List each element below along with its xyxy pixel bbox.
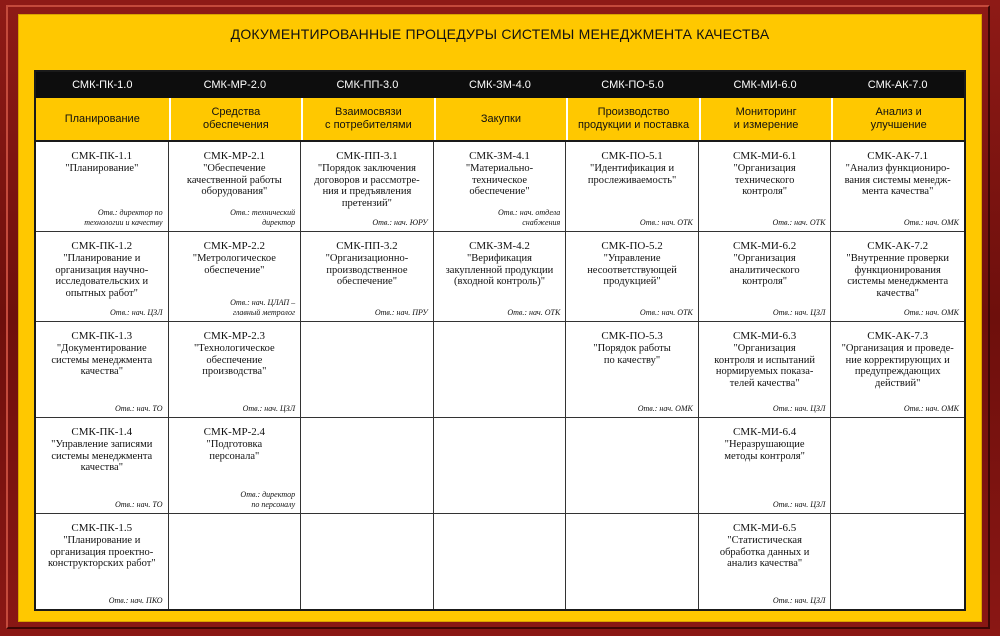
procedure-cell bbox=[831, 418, 964, 514]
procedure-cell bbox=[36, 418, 169, 514]
column-name-text: Планирование bbox=[64, 112, 140, 125]
procedure-cell bbox=[301, 232, 434, 322]
procedure-cell bbox=[434, 322, 567, 418]
procedure-code: СМК-МИ-6.3 bbox=[732, 330, 797, 342]
procedure-column bbox=[434, 142, 567, 609]
procedure-code: СМК-МР-2.3 bbox=[203, 330, 266, 342]
procedure-code: СМК-АК-7.3 bbox=[867, 330, 929, 342]
procedure-name: "Технологическое обеспечение производства" bbox=[193, 343, 275, 377]
procedure-responsible: Отв.: нач. ОТК bbox=[639, 307, 693, 317]
procedure-responsible: Отв.: нач. отдела снабжения bbox=[498, 208, 561, 227]
procedure-cell bbox=[169, 232, 302, 322]
column-code: СМК-ПП-3.0 bbox=[336, 79, 399, 91]
procedure-column bbox=[699, 142, 832, 609]
procedure-responsible: Отв.: нач. ТО bbox=[114, 499, 163, 509]
procedure-cell bbox=[301, 142, 434, 232]
procedure-cell bbox=[831, 514, 964, 609]
procedure-code: СМК-ПП-3.2 bbox=[336, 240, 398, 252]
procedure-code: СМК-МР-2.1 bbox=[203, 150, 266, 162]
column-name bbox=[301, 98, 434, 140]
procedure-cell bbox=[434, 418, 567, 514]
procedure-name: "Неразрушающие методы контроля" bbox=[724, 439, 805, 462]
procedure-name: "Организация технического контроля" bbox=[733, 163, 796, 197]
column-name bbox=[831, 98, 964, 140]
column-name bbox=[169, 98, 302, 140]
procedure-code: СМК-ПК-1.4 bbox=[71, 426, 133, 438]
procedure-responsible: Отв.: нач. ПКО bbox=[108, 595, 163, 605]
procedure-cell bbox=[699, 322, 832, 418]
column-name bbox=[434, 98, 567, 140]
procedure-cell bbox=[434, 142, 567, 232]
column-code: СМК-ПК-1.0 bbox=[72, 79, 133, 91]
column-name bbox=[699, 98, 832, 140]
procedure-name: "Анализ функциониро- вания системы менедж- мента качества" bbox=[844, 163, 951, 197]
procedure-cell bbox=[169, 322, 302, 418]
procedure-cell bbox=[566, 322, 699, 418]
procedure-column bbox=[169, 142, 302, 609]
procedure-name: "Организация и проведе- ние корректирующих и предупреждающих действий" bbox=[841, 343, 954, 389]
procedure-cell bbox=[434, 232, 567, 322]
procedure-cell bbox=[301, 322, 434, 418]
column-name-row bbox=[36, 98, 964, 142]
procedure-responsible: Отв.: нач. ОТК bbox=[507, 307, 561, 317]
procedure-responsible: Отв.: нач. ЦЗЛ bbox=[772, 499, 826, 509]
column-name-text: Анализ и улучшение bbox=[870, 106, 927, 131]
procedure-code: СМК-МИ-6.1 bbox=[732, 150, 797, 162]
column-code: СМК-МР-2.0 bbox=[203, 79, 267, 91]
column-code: СМК-АК-7.0 bbox=[867, 79, 928, 91]
procedure-responsible: Отв.: нач. ОМК bbox=[903, 403, 959, 413]
column-code: СМК-ЗМ-4.0 bbox=[469, 79, 531, 91]
procedure-cell bbox=[566, 418, 699, 514]
procedures-table bbox=[34, 70, 966, 611]
procedure-name: "Метрологическое обеспечение" bbox=[192, 253, 276, 276]
procedure-code: СМК-МИ-6.2 bbox=[732, 240, 797, 252]
column-name bbox=[566, 98, 699, 140]
procedure-name: "Материально- техническое обеспечение" bbox=[465, 163, 534, 197]
procedure-code: СМК-МИ-6.5 bbox=[732, 522, 797, 534]
procedure-name: "Организация аналитического контроля" bbox=[729, 253, 800, 287]
column-code-row bbox=[36, 72, 964, 98]
procedure-name: "Организационно- производственное обеспечение" bbox=[325, 253, 409, 287]
procedure-responsible: Отв.: нач. ЦЗЛ bbox=[110, 307, 163, 317]
procedure-responsible: Отв.: нач. ЦЗЛ bbox=[242, 403, 296, 413]
procedure-name: "Верификация закупленной продукции (входной контроль)" bbox=[445, 253, 554, 287]
procedure-code: СМК-ПК-1.2 bbox=[71, 240, 133, 252]
procedure-cell bbox=[434, 514, 567, 609]
procedure-column bbox=[566, 142, 699, 609]
procedure-responsible: Отв.: директор по персоналу bbox=[240, 490, 296, 509]
procedure-cell bbox=[566, 514, 699, 609]
procedure-cell bbox=[169, 418, 302, 514]
procedure-name: "Обеспечение качественной работы оборудования" bbox=[186, 163, 282, 197]
procedure-code: СМК-ПП-3.1 bbox=[336, 150, 398, 162]
procedure-name: "Порядок работы по качеству" bbox=[593, 343, 671, 366]
procedure-name: "Внутренние проверки функционирования системы менеджмента качества" bbox=[846, 253, 949, 299]
procedure-code: СМК-ПО-5.3 bbox=[601, 330, 663, 342]
procedure-code: СМК-ЗМ-4.1 bbox=[469, 150, 530, 162]
procedure-column bbox=[301, 142, 434, 609]
procedure-cell bbox=[699, 142, 832, 232]
procedure-responsible: Отв.: нач. ПРУ bbox=[374, 307, 428, 317]
procedure-cell bbox=[699, 514, 832, 609]
procedure-name: "Документирование системы менеджмента качества" bbox=[51, 343, 153, 377]
procedure-responsible: Отв.: нач. ОТК bbox=[772, 217, 826, 227]
procedure-code: СМК-МР-2.2 bbox=[203, 240, 266, 252]
procedure-cell bbox=[831, 232, 964, 322]
procedure-column bbox=[831, 142, 964, 609]
procedure-name: "Планирование и организация научно- исследовательских и опытных работ" bbox=[55, 253, 149, 299]
procedure-responsible: Отв.: нач. ОМК bbox=[637, 403, 693, 413]
procedure-column bbox=[36, 142, 169, 609]
column-code: СМК-МИ-6.0 bbox=[733, 79, 797, 91]
procedure-code: СМК-МИ-6.4 bbox=[732, 426, 797, 438]
board-title: ДОКУМЕНТИРОВАННЫЕ ПРОЦЕДУРЫ СИСТЕМЫ МЕНЕДЖМЕНТА КАЧЕСТВА bbox=[230, 26, 770, 42]
procedure-code: СМК-МР-2.4 bbox=[203, 426, 266, 438]
procedure-code: СМК-АК-7.1 bbox=[867, 150, 929, 162]
column-name bbox=[36, 98, 169, 140]
procedure-cell bbox=[169, 142, 302, 232]
procedure-code: СМК-ПК-1.3 bbox=[71, 330, 133, 342]
procedure-name: "Подготовка персонала" bbox=[206, 439, 263, 462]
procedure-cell bbox=[831, 322, 964, 418]
procedure-responsible: Отв.: нач. ОМК bbox=[903, 307, 959, 317]
procedure-responsible: Отв.: нач. ТО bbox=[114, 403, 163, 413]
procedure-responsible: Отв.: нач. ОМК bbox=[903, 217, 959, 227]
procedure-responsible: Отв.: нач. ЦЗЛ bbox=[772, 595, 826, 605]
procedure-name: "Планирование" bbox=[65, 163, 139, 174]
procedure-cell bbox=[169, 514, 302, 609]
procedure-cell bbox=[36, 232, 169, 322]
procedure-cell bbox=[566, 232, 699, 322]
procedure-responsible: Отв.: нач. ЦЗЛ bbox=[772, 307, 826, 317]
procedure-cell bbox=[699, 232, 832, 322]
procedure-cell bbox=[699, 418, 832, 514]
procedure-code: СМК-ПО-5.1 bbox=[601, 150, 663, 162]
procedure-cell bbox=[831, 142, 964, 232]
procedure-name: "Организация контроля и испытаний нормируемых показа- телей качества" bbox=[714, 343, 815, 389]
procedure-responsible: Отв.: технический директор bbox=[230, 208, 296, 227]
procedure-responsible: Отв.: директор по технологии и качеству bbox=[84, 208, 163, 227]
procedure-name: "Планирование и организация проектно- конструкторских работ" bbox=[47, 535, 156, 569]
procedure-code: СМК-АК-7.2 bbox=[867, 240, 929, 252]
procedure-cell bbox=[301, 514, 434, 609]
procedure-name: "Управление записями системы менеджмента качества" bbox=[51, 439, 153, 473]
procedure-code: СМК-ПК-1.5 bbox=[71, 522, 133, 534]
procedure-responsible: Отв.: нач. ОТК bbox=[639, 217, 693, 227]
column-name-text: Взаимосвязи с потребителями bbox=[325, 106, 412, 131]
procedure-responsible: Отв.: нач. ЮРУ bbox=[372, 217, 428, 227]
column-name-text: Закупки bbox=[480, 112, 522, 125]
procedure-cell bbox=[36, 514, 169, 609]
procedure-cell bbox=[36, 142, 169, 232]
procedure-cell bbox=[36, 322, 169, 418]
column-name-text: Производство продукции и поставка bbox=[577, 106, 690, 131]
procedure-name: "Идентификация и прослеживаемость" bbox=[587, 163, 677, 186]
procedures-board bbox=[18, 14, 982, 622]
procedure-name: "Статистическая обработка данных и анализ качества" bbox=[719, 535, 810, 569]
procedure-name: "Порядок заключения договоров и рассмотре- ния и предъявления претензий" bbox=[314, 163, 420, 209]
procedure-responsible: Отв.: нач. ЦЗЛ bbox=[772, 403, 826, 413]
procedure-code: СМК-ПК-1.1 bbox=[71, 150, 133, 162]
column-code: СМК-ПО-5.0 bbox=[601, 79, 664, 91]
procedure-responsible: Отв.: нач. ЦЛАП – главный метролог bbox=[230, 298, 296, 317]
column-name-text: Мониторинг и измерение bbox=[733, 106, 799, 131]
procedure-cell bbox=[301, 418, 434, 514]
procedure-code: СМК-ПО-5.2 bbox=[601, 240, 663, 252]
procedure-cell bbox=[566, 142, 699, 232]
procedure-code: СМК-ЗМ-4.2 bbox=[469, 240, 530, 252]
table-body bbox=[36, 142, 964, 609]
column-name-text: Средства обеспечения bbox=[203, 106, 269, 131]
procedure-name: "Управление несоответствующей продукцией" bbox=[587, 253, 677, 287]
